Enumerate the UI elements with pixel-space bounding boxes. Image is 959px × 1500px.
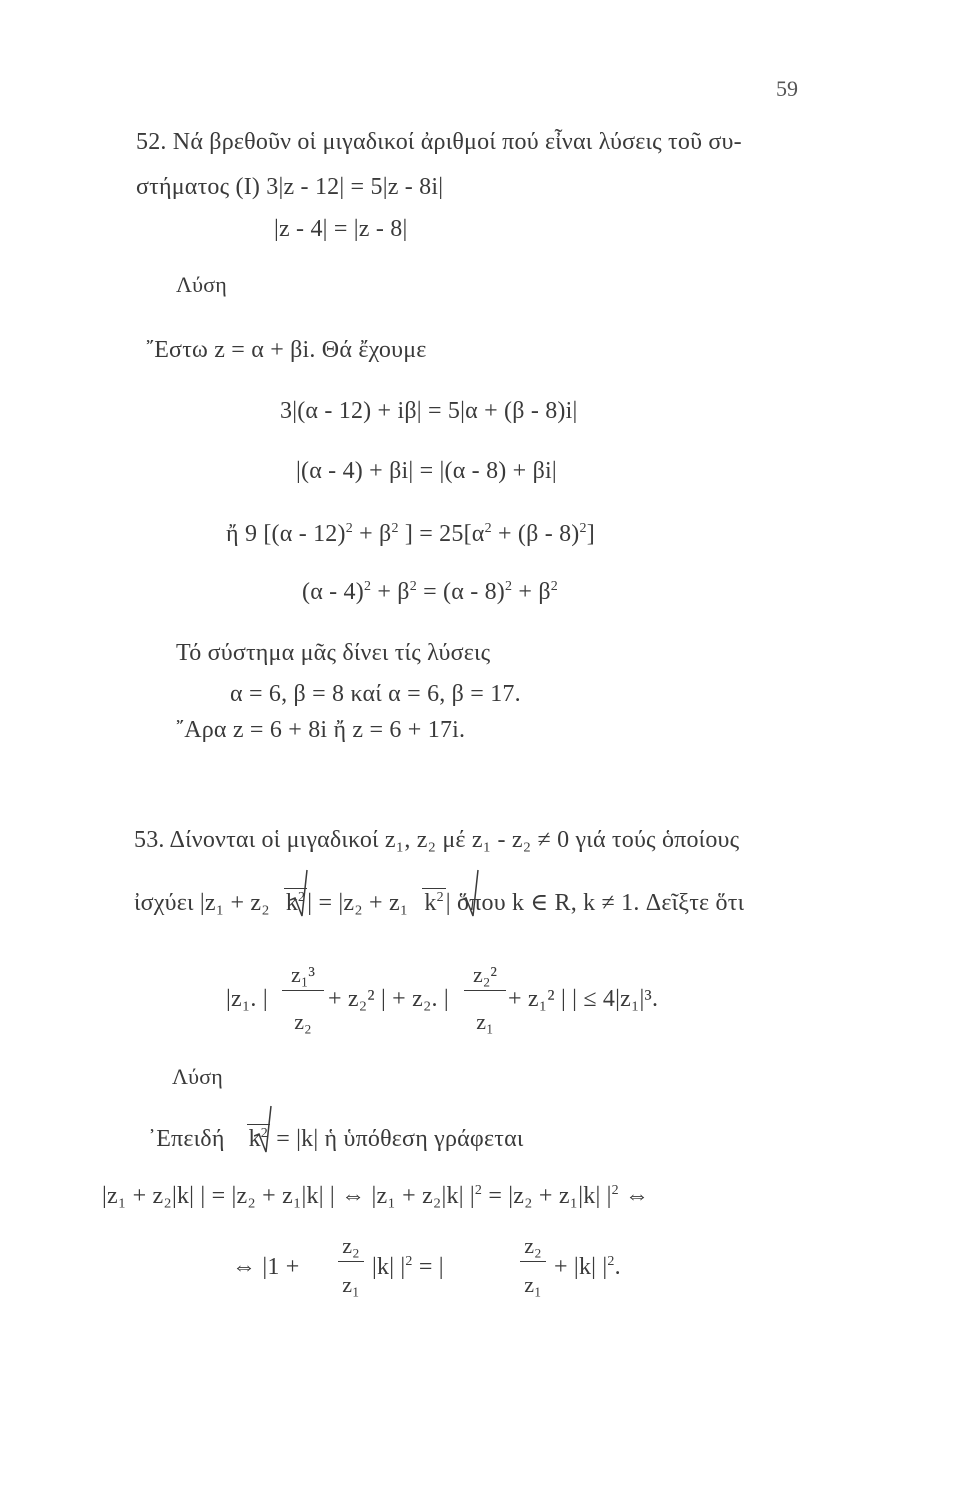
inequality-part-b: + z₂² | + z₂. | (328, 986, 449, 1012)
fraction-z2-over-z1 (520, 1233, 546, 1298)
superscript-2: 2 (345, 521, 353, 536)
inequality-part-a: |z₁. | (226, 986, 268, 1012)
denominator: z₁ (476, 1009, 494, 1034)
chain-part: ⇔ (618, 1183, 650, 1209)
sqrt-radicand: k (285, 890, 299, 916)
superscript-2: 2 (474, 1183, 483, 1198)
fraction-z1cubed-over-z2 (282, 962, 324, 1035)
denominator: z₂ (294, 1009, 312, 1034)
superscript-2: 2 (298, 890, 306, 905)
superscript-2: 2 (409, 579, 417, 594)
sqrt-k-squared (422, 888, 445, 917)
fraction-bar (464, 990, 506, 991)
since-line (148, 1124, 524, 1153)
equivalence-chain-2a: ⇔ |1 + (232, 1254, 300, 1280)
denominator: z₁ (524, 1272, 542, 1297)
equation-1: 3|(α - 12) + iβ| = 5|α + (β - 8)i| (280, 398, 578, 424)
problem-53-line2 (134, 888, 744, 917)
eq3-part: ] = 25[α (398, 521, 485, 547)
numerator: z₂ (342, 1233, 360, 1258)
sqrt-sign (254, 1104, 272, 1154)
chain-part: + |k| | (554, 1254, 608, 1280)
inequality-part-c: + z₁² | | ≤ 4|z₁|³. (508, 986, 659, 1012)
fraction-bar (520, 1261, 546, 1262)
equation-3 (226, 520, 595, 548)
eq4-part: + β (512, 579, 551, 605)
eq3-part: + (β - 8) (491, 521, 580, 547)
problem-52-line2: στήματος (Ι) 3|z - 12| = 5|z - 8i| (136, 174, 444, 200)
equivalence-chain-2b (372, 1253, 444, 1281)
since-part: = |k| ἡ ὑπόθεση γράφεται (276, 1126, 524, 1152)
chain-part: . (614, 1254, 621, 1280)
eq3-part: + β (352, 521, 392, 547)
chain-part: = | (412, 1254, 444, 1280)
page-number: 59 (776, 76, 798, 101)
superscript-2: 2 (391, 521, 399, 536)
fraction-bar (338, 1261, 364, 1262)
final-answer-52: ῎Αρα z = 6 + 8i ἤ z = 6 + 17i. (176, 717, 466, 743)
eq3-part: ] (586, 521, 595, 547)
equivalence-chain-1 (102, 1182, 649, 1210)
chain-part: = |z₂ + z₁|k| | (482, 1183, 612, 1209)
system-solutions: α = 6, β = 8 καί α = 6, β = 17. (230, 681, 521, 707)
superscript-2: 2 (436, 890, 444, 905)
equation-4 (302, 578, 558, 606)
superscript-2: 2 (484, 521, 492, 536)
sqrt-radicand: k (424, 890, 437, 916)
fraction-bar (282, 990, 324, 991)
let-statement: ῎Εστω z = α + βi. Θά ἔχουμε (146, 337, 427, 363)
problem-52-line3: |z - 4| = |z - 8| (274, 216, 408, 242)
sqrt-radicand: k (248, 1126, 261, 1152)
equivalence-chain-2c (554, 1253, 621, 1281)
since-part: ᾿Επειδή (148, 1126, 225, 1152)
denominator: z₁ (342, 1272, 360, 1297)
numerator: z₁³ (290, 962, 316, 987)
condition-part: | ὅπου k ∈ R, k ≠ 1. Δεῖξτε ὅτι (445, 890, 745, 916)
system-solutions-intro: Τό σύστημα μᾶς δίνει τίς λύσεις (176, 640, 491, 666)
fraction-z2squared-over-z1 (464, 962, 506, 1035)
solution-heading-53: Λύση (172, 1064, 224, 1089)
superscript-2: 2 (611, 1183, 619, 1198)
sqrt-sign (461, 868, 479, 918)
condition-part: ἰσχύει |z₁ + z₂ (134, 890, 270, 916)
chain-part: |z₁ + z₂|k| | = |z₂ + z₁|k| | ⇔ |z₁ + z₂|k| | (102, 1183, 475, 1209)
eq4-part: (α - 4) (302, 579, 364, 605)
problem-53-line1: 53. Δίνονται οἱ μιγαδικοί z₁, z₂ μέ z₁ - z₂ ≠ 0 γιά τούς ὁποίους (134, 827, 740, 853)
superscript-2: 2 (607, 1254, 615, 1269)
superscript-2: 2 (579, 521, 587, 536)
condition-part: | = |z₂ + z₁ (307, 890, 409, 916)
chain-part: |k| | (372, 1254, 406, 1280)
superscript-2: 2 (405, 1254, 413, 1269)
numerator: z₂ (524, 1233, 542, 1258)
eq3-part: ἤ 9 [(α - 12) (226, 521, 346, 547)
superscript-2: 2 (260, 1126, 268, 1141)
sqrt-sign (290, 868, 308, 918)
numerator: z₂² (472, 962, 498, 987)
solution-heading-52: Λύση (176, 272, 228, 297)
superscript-2: 2 (363, 579, 372, 594)
superscript-2: 2 (550, 579, 558, 594)
eq4-part: + β (371, 579, 410, 605)
fraction-z2-over-z1 (338, 1233, 364, 1298)
problem-52-line1: 52. Νά βρεθοῦν οἱ μιγαδικοί ἀριθμοί πού εἶναι λύσεις τοῦ συ- (136, 129, 742, 155)
equation-2: |(α - 4) + βi| = |(α - 8) + βi| (296, 458, 557, 484)
superscript-2: 2 (505, 579, 513, 594)
eq4-part: = (α - 8) (416, 579, 505, 605)
